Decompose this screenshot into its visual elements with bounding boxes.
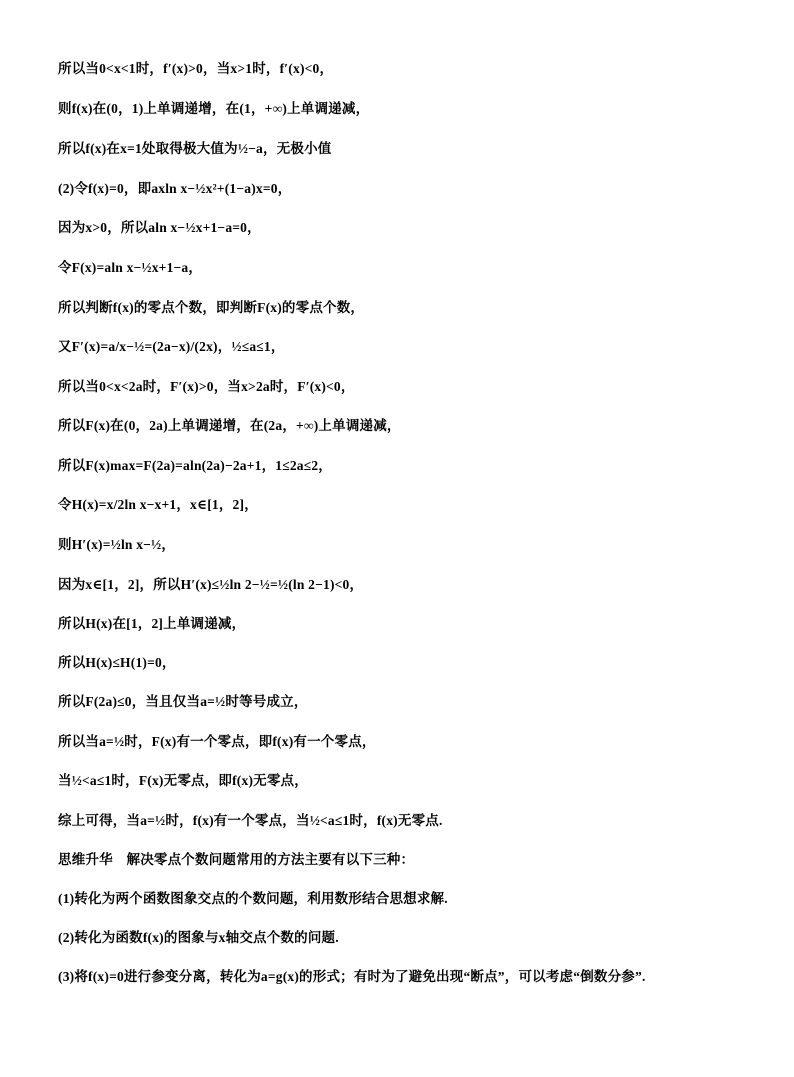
text-line: 所以H(x)≤H(1)=0， xyxy=(58,655,176,670)
text-line: 又F′(x)=a/x−½=(2a−x)/(2x)，½≤a≤1， xyxy=(58,339,285,354)
text-line: 因为x>0，所以aln x−½x+1−a=0， xyxy=(58,220,261,235)
text-line: (2)转化为函数f(x)的图象与x轴交点个数的问题. xyxy=(58,930,339,945)
text-line: 所以F(x)max=F(2a)=aln(2a)−2a+1，1≤2a≤2， xyxy=(58,458,333,473)
text-line: 所以H(x)在[1，2]上单调递减， xyxy=(58,616,246,631)
text-line: 所以当0<x<1时，f′(x)>0，当x>1时，f′(x)<0， xyxy=(58,61,334,76)
text-line: 当½<a≤1时，F(x)无零点，即f(x)无零点， xyxy=(58,773,308,788)
text-line: 令F(x)=aln x−½x+1−a， xyxy=(58,260,203,275)
text-line: 令H(x)=x/2ln x−x+1，x∈[1，2]， xyxy=(58,497,258,512)
text-line: 所以判断f(x)的零点个数，即判断F(x)的零点个数， xyxy=(58,300,365,315)
text-line: 所以F(x)在(0，2a)上单调递增，在(2a，+∞)上单调递减， xyxy=(58,418,401,433)
text-line: 因为x∈[1，2]，所以H′(x)≤½ln 2−½=½(ln 2−1)<0， xyxy=(58,577,364,592)
text-line: 综上可得，当a=½时，f(x)有一个零点，当½<a≤1时，f(x)无零点. xyxy=(58,813,443,828)
text-line: (3)将f(x)=0进行参变分离，转化为a=g(x)的形式；有时为了避免出现“断点”，可以考虑“倒数分参”. xyxy=(58,969,646,984)
text-line: (1)转化为两个函数图象交点的个数问题，利用数形结合思想求解. xyxy=(58,891,448,906)
text-line: 所以f(x)在x=1处取得极大值为½−a，无极小值 xyxy=(58,141,332,156)
text-line: 所以当a=½时，F(x)有一个零点，即f(x)有一个零点， xyxy=(58,734,376,749)
text-line: 则H′(x)=½ln x−½， xyxy=(58,537,176,552)
text-line: 则f(x)在(0，1)上单调递增，在(1，+∞)上单调递减， xyxy=(58,101,370,116)
text-line: 所以F(2a)≤0，当且仅当a=½时等号成立， xyxy=(58,694,308,709)
section-heading: 思维升华 解决零点个数问题常用的方法主要有以下三种： xyxy=(58,852,415,867)
text-line: (2)令f(x)=0，即axln x−½x²+(1−a)x=0， xyxy=(58,181,292,196)
text-line: 所以当0<x<2a时，F′(x)>0，当x>2a时，F′(x)<0， xyxy=(58,379,355,394)
